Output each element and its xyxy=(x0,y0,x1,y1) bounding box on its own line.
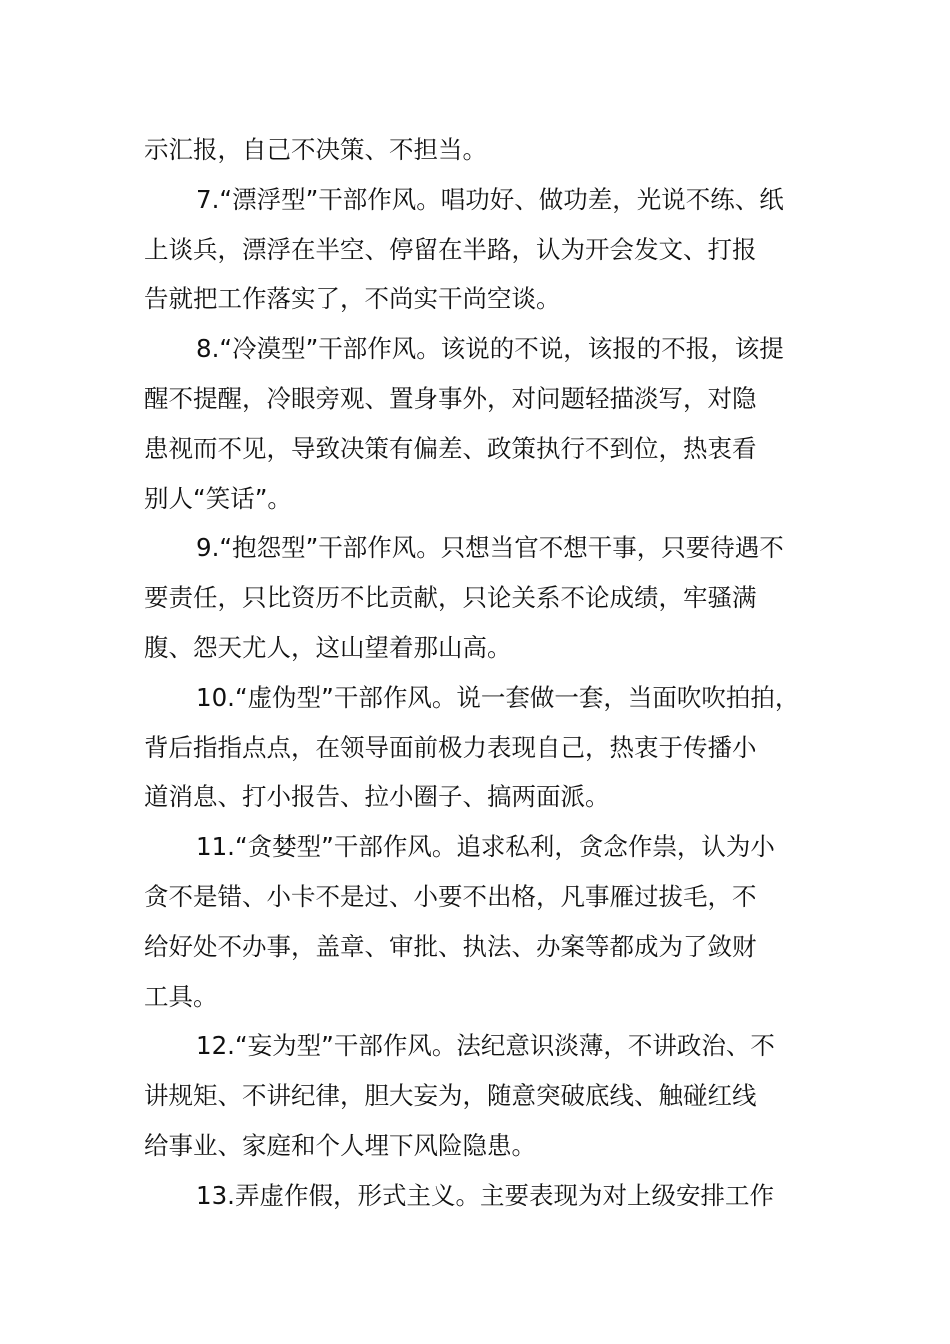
text-line: 要责任，只比资历不比贡献，只论关系不论成绩，牢骚满 xyxy=(144,583,757,613)
text-line: 道消息、打小报告、拉小圈子、搞两面派。 xyxy=(144,782,610,812)
paragraph xyxy=(144,822,824,1021)
text-line: 给事业、家庭和个人埋下风险隐患。 xyxy=(144,1130,536,1160)
text-line: 患视而不见，导致决策有偏差、政策执行不到位，热衷看 xyxy=(144,433,757,463)
text-line: 8.“冷漠型”干部作风。该说的不说，该报的不报，该提 xyxy=(196,334,784,364)
paragraph xyxy=(144,1021,824,1170)
text-line: 7.“漂浮型”干部作风。唱功好、做功差，光说不练、纸 xyxy=(196,184,784,214)
text-line: 示汇报，自己不决策、不担当。 xyxy=(144,135,487,164)
paragraph xyxy=(144,175,824,324)
paragraph xyxy=(144,125,824,175)
text-line: 12.“妄为型”干部作风。法纪意识淡薄，不讲政治、不 xyxy=(196,1031,775,1061)
text-line: 工具。 xyxy=(144,981,218,1011)
text-line: 腹、怨天尤人，这山望着那山高。 xyxy=(144,632,512,662)
text-line: 9.“抱怨型”干部作风。只想当官不想干事，只要待遇不 xyxy=(196,533,784,563)
text-line: 10.“虚伪型”干部作风。说一套做一套，当面吹吹拍拍， xyxy=(196,682,800,712)
document-body xyxy=(144,125,824,1221)
text-line: 13.弄虚作假，形式主义。主要表现为对上级安排工作 xyxy=(196,1180,774,1210)
paragraph xyxy=(144,673,824,822)
text-line: 背后指指点点，在领导面前极力表现自己，热衷于传播小 xyxy=(144,732,757,762)
text-line: 别人“笑话”。 xyxy=(144,483,292,513)
paragraph xyxy=(144,324,824,523)
paragraph xyxy=(144,523,824,672)
text-line: 给好处不办事，盖章、审批、执法、办案等都成为了敛财 xyxy=(144,931,757,961)
text-line: 上谈兵，漂浮在半空、停留在半路，认为开会发文、打报 xyxy=(144,234,757,264)
text-line: 贪不是错、小卡不是过、小要不出格，凡事雁过拔毛，不 xyxy=(144,881,757,911)
text-line: 醒不提醒，冷眼旁观、置身事外，对问题轻描淡写，对隐 xyxy=(144,383,757,413)
text-line: 11.“贪婪型”干部作风。追求私利，贪念作祟，认为小 xyxy=(196,832,775,862)
text-line: 告就把工作落实了，不尚实干尚空谈。 xyxy=(144,284,561,314)
text-line: 讲规矩、不讲纪律，胆大妄为，随意突破底线、触碰红线 xyxy=(144,1081,757,1111)
paragraph xyxy=(144,1171,824,1221)
